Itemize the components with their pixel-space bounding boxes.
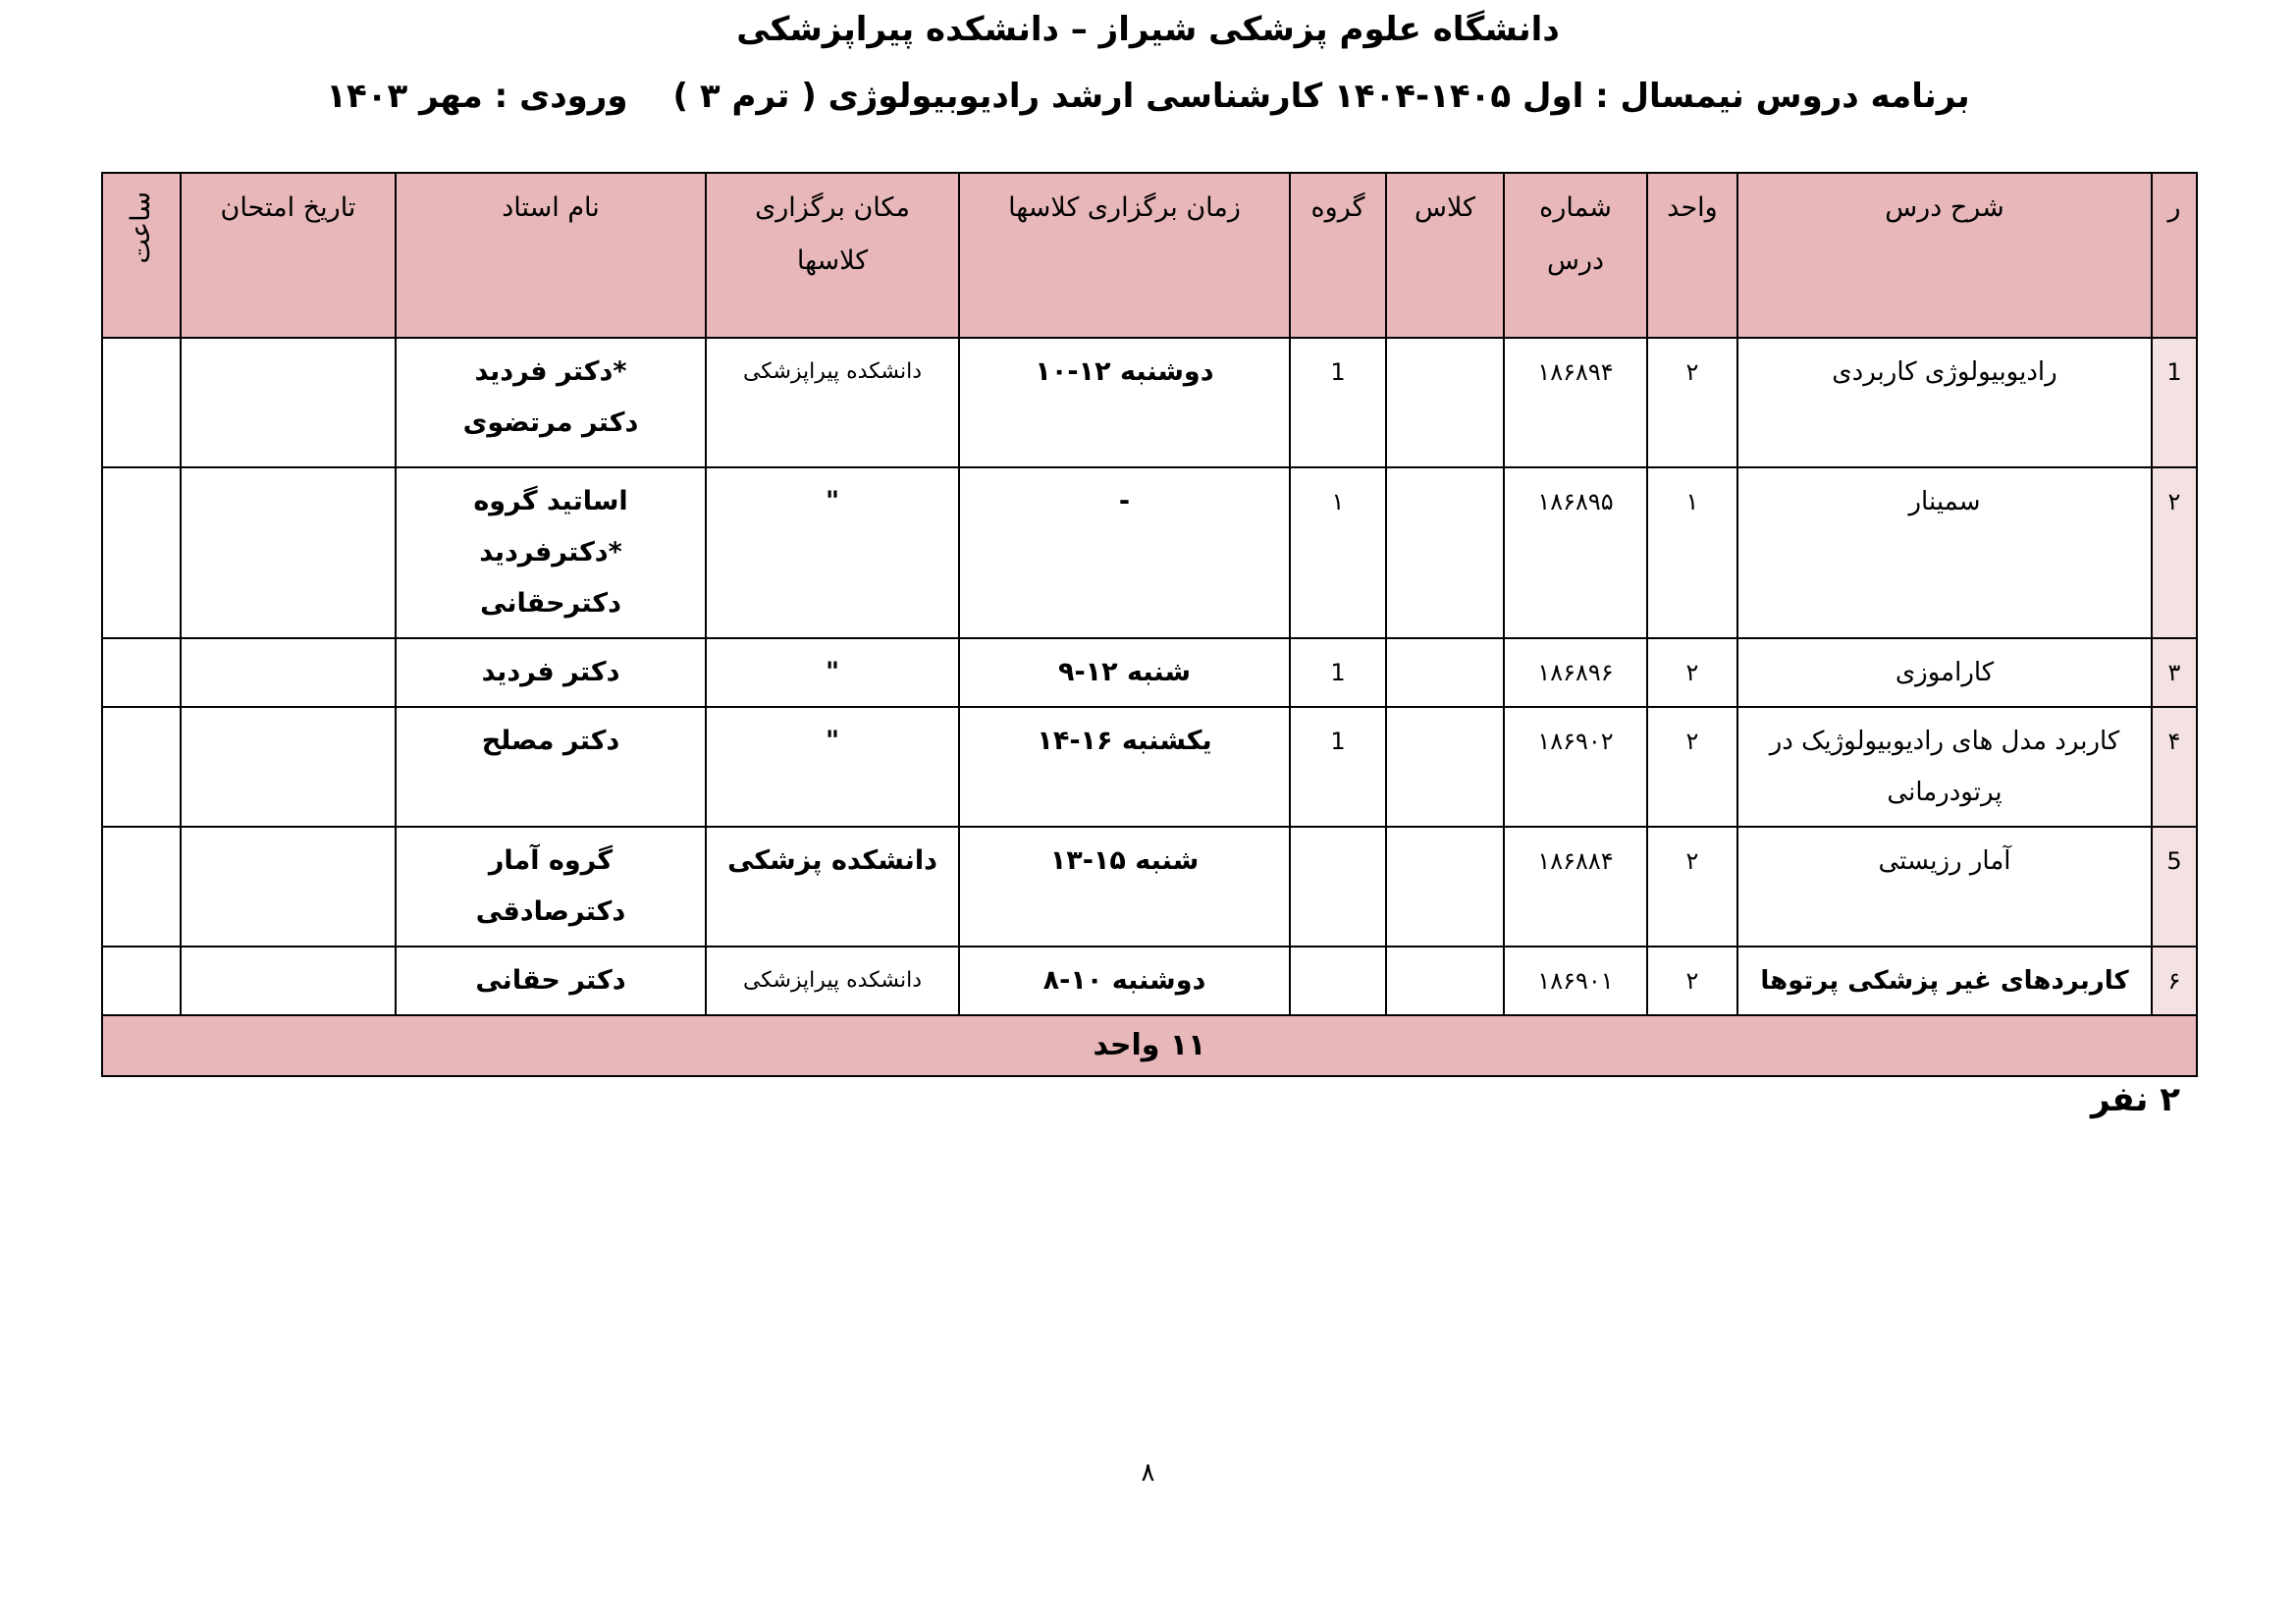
course-title: کاراموزی	[1737, 638, 2152, 707]
exam-hour-cell	[102, 638, 181, 707]
table-row	[102, 947, 2197, 1015]
row-number: ۲	[2152, 467, 2197, 638]
course-code: ۱۸۶۸۹۶	[1504, 638, 1647, 707]
course-code: ۱۸۶۸۹۵	[1504, 467, 1647, 638]
course-group	[1290, 947, 1386, 1015]
university-title: دانشگاه علوم پزشکی شیراز – دانشکده پیراپزشکی	[736, 10, 1560, 49]
program-entry: ورودی : مهر ۱۴۰۳	[326, 77, 628, 116]
course-class	[1386, 947, 1504, 1015]
course-time: شنبه ۱۲-۹	[959, 638, 1290, 707]
course-time: یکشنبه ۱۶-۱۴	[959, 707, 1290, 827]
total-units: ۱۱ واحد	[102, 1015, 2197, 1076]
table-row	[102, 638, 2197, 707]
header-time: زمان برگزاری کلاسها	[959, 173, 1290, 338]
header-course-number: شماره درس	[1504, 173, 1647, 338]
course-group	[1290, 827, 1386, 947]
course-title: آمار رزیستی	[1737, 827, 2152, 947]
course-units: ۲	[1647, 638, 1737, 707]
table-row	[102, 707, 2197, 827]
course-place: "	[706, 467, 959, 638]
course-time: دوشنبه ۱۲-۱۰	[959, 338, 1290, 467]
exam-date-cell	[181, 827, 396, 947]
course-title: کاربرد مدل های رادیوبیولوژیک در پرتودرمانی	[1737, 707, 2152, 827]
course-class	[1386, 338, 1504, 467]
exam-hour-cell	[102, 707, 181, 827]
header-teacher: نام استاد	[396, 173, 706, 338]
course-group: 1	[1290, 638, 1386, 707]
course-units: ۲	[1647, 947, 1737, 1015]
course-teacher: گروه آمار دکترصادقی	[396, 827, 706, 947]
exam-hour-cell	[102, 947, 181, 1015]
persons-count: ۲ نفر	[2091, 1080, 2180, 1119]
course-units: ۲	[1647, 827, 1737, 947]
exam-hour-cell	[102, 338, 181, 467]
course-place: "	[706, 638, 959, 707]
header-hour: ساعت	[102, 173, 181, 338]
course-units: ۱	[1647, 467, 1737, 638]
row-number: ۴	[2152, 707, 2197, 827]
course-teacher: دکتر فردید	[396, 638, 706, 707]
header-units: واحد	[1647, 173, 1737, 338]
course-code: ۱۸۶۸۸۴	[1504, 827, 1647, 947]
program-title	[0, 77, 2296, 116]
course-group: ۱	[1290, 467, 1386, 638]
course-code: ۱۸۶۹۰۲	[1504, 707, 1647, 827]
row-number: 5	[2152, 827, 2197, 947]
row-number: ۶	[2152, 947, 2197, 1015]
table-row	[102, 467, 2197, 638]
course-code: ۱۸۶۹۰۱	[1504, 947, 1647, 1015]
course-units: ۲	[1647, 338, 1737, 467]
course-time: دوشنبه ۱۰-۸	[959, 947, 1290, 1015]
course-place: دانشکده پیراپزشکی	[706, 338, 959, 467]
course-class	[1386, 467, 1504, 638]
header-course: شرح درس	[1737, 173, 2152, 338]
course-class	[1386, 707, 1504, 827]
course-teacher: *دکتر فردید دکتر مرتضوی	[396, 338, 706, 467]
table-row	[102, 338, 2197, 467]
course-group: 1	[1290, 338, 1386, 467]
course-units: ۲	[1647, 707, 1737, 827]
course-class	[1386, 638, 1504, 707]
exam-hour-cell	[102, 467, 181, 638]
course-title: کاربردهای غیر پزشکی پرتوها	[1737, 947, 2152, 1015]
table-row	[102, 827, 2197, 947]
table-header-row	[102, 173, 2197, 338]
exam-hour-cell	[102, 827, 181, 947]
page-number: ۸	[1141, 1458, 1155, 1488]
course-place: دانشکده پزشکی	[706, 827, 959, 947]
exam-date-cell	[181, 338, 396, 467]
header-place: مکان برگزاری کلاسها	[706, 173, 959, 338]
course-code: ۱۸۶۸۹۴	[1504, 338, 1647, 467]
exam-date-cell	[181, 467, 396, 638]
row-number: 1	[2152, 338, 2197, 467]
course-teacher: اساتید گروه *دکترفردید دکترحقانی	[396, 467, 706, 638]
program-semester: برنامه دروس نیمسال : اول ۱۴۰۵-۱۴۰۴ کارشناسی ارشد رادیوبیولوژی ( ترم ۳ )	[672, 77, 1970, 116]
course-place: "	[706, 707, 959, 827]
course-teacher: دکتر حقانی	[396, 947, 706, 1015]
header-row-number: ر	[2152, 173, 2197, 338]
exam-date-cell	[181, 638, 396, 707]
course-title: سمینار	[1737, 467, 2152, 638]
course-title: رادیوبیولوژی کاربردی	[1737, 338, 2152, 467]
course-time: شنبه ۱۵-۱۳	[959, 827, 1290, 947]
course-teacher: دکتر مصلح	[396, 707, 706, 827]
course-time: -	[959, 467, 1290, 638]
exam-date-cell	[181, 947, 396, 1015]
exam-date-cell	[181, 707, 396, 827]
header-group: گروه	[1290, 173, 1386, 338]
course-class	[1386, 827, 1504, 947]
course-group: 1	[1290, 707, 1386, 827]
schedule-table	[101, 172, 2198, 1077]
total-row	[102, 1015, 2197, 1076]
header-class: کلاس	[1386, 173, 1504, 338]
header-exam-date: تاریخ امتحان	[181, 173, 396, 338]
row-number: ۳	[2152, 638, 2197, 707]
course-place: دانشکده پیراپزشکی	[706, 947, 959, 1015]
